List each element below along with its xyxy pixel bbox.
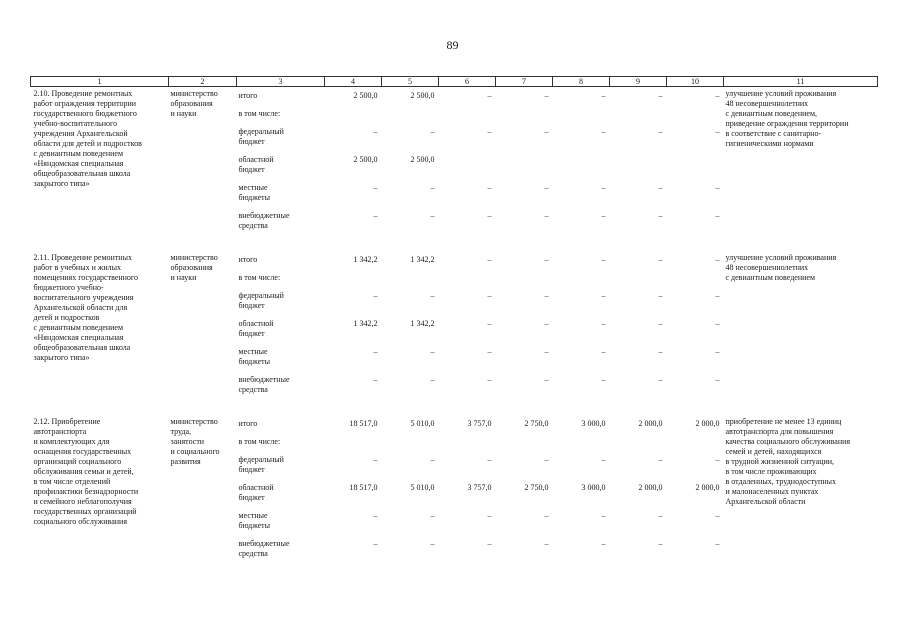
funding-value: – [658, 91, 663, 100]
funding-value: 1 342,2 [410, 319, 435, 328]
funding-value: 3 757,0 [467, 419, 492, 428]
funding-value: – [544, 291, 549, 300]
funding-value: – [430, 347, 435, 356]
funding-value: – [658, 455, 663, 464]
table-row [31, 251, 878, 269]
funding-value: – [601, 183, 606, 192]
funding-value: – [544, 347, 549, 356]
funding-value: – [715, 511, 720, 520]
funding-value: 18 517,0 [349, 419, 378, 428]
funding-value [439, 269, 496, 287]
funding-value: – [487, 255, 492, 264]
funding-source: в том числе: [238, 109, 281, 118]
funding-source: областной бюджет [238, 483, 274, 502]
funding-source: федеральный бюджет [238, 291, 284, 310]
funding-value: – [544, 255, 549, 264]
funding-source: местные бюджеты [238, 183, 271, 202]
funding-source: в том числе: [238, 273, 281, 282]
funding-value: – [601, 319, 606, 328]
funding-value [667, 269, 724, 287]
funding-source: итого [238, 419, 258, 428]
funding-value: – [544, 375, 549, 384]
funding-value: – [487, 291, 492, 300]
column-number: 10 [667, 77, 724, 87]
funding-value [610, 433, 667, 451]
executor: министерство труда, занятости и социального развития [170, 417, 220, 466]
funding-value: – [658, 183, 663, 192]
program-table-wrapper [30, 76, 877, 563]
funding-value: 3 000,0 [581, 483, 606, 492]
funding-value: 1 342,2 [353, 319, 378, 328]
funding-value: – [658, 291, 663, 300]
funding-source: внебюджетные средства [238, 375, 290, 394]
funding-value: – [715, 183, 720, 192]
funding-value: – [487, 347, 492, 356]
funding-value: – [601, 375, 606, 384]
funding-source: внебюджетные средства [238, 539, 290, 558]
event-name: 2.12. Приобретение автотранспорта и комплектующих для оснащения государственных организаций социального обслуживания семьи и детей, в том числе отделений профилактики безнадзорности и семейного неблагополучия государственных организаций социального обслуживания [33, 417, 139, 526]
column-number: 3 [237, 77, 325, 87]
funding-value: 1 342,2 [410, 255, 435, 264]
funding-source: внебюджетные средства [238, 211, 290, 230]
spacer-cell [31, 235, 878, 251]
funding-value: – [658, 255, 663, 264]
funding-value: 2 000,0 [695, 419, 720, 428]
funding-value: – [715, 127, 720, 136]
funding-value [439, 433, 496, 451]
funding-value: – [544, 455, 549, 464]
funding-value: – [487, 183, 492, 192]
funding-value: – [544, 319, 549, 328]
funding-value [553, 105, 610, 123]
funding-value: – [487, 539, 492, 548]
funding-value: – [487, 91, 492, 100]
funding-value [553, 151, 610, 179]
expected-result: улучшение условий проживания 48 несовершеннолетних с девиантным поведением, приведение ограждения территории в соответствие с санитарно- гигиеническими нормами [725, 89, 849, 148]
funding-value: – [715, 347, 720, 356]
column-number: 6 [439, 77, 496, 87]
funding-value: – [430, 455, 435, 464]
table-body [31, 87, 878, 564]
funding-value: – [601, 211, 606, 220]
funding-value: – [601, 91, 606, 100]
funding-value [325, 269, 382, 287]
funding-value: – [487, 511, 492, 520]
funding-value: – [487, 455, 492, 464]
funding-value: 2 000,0 [638, 483, 663, 492]
funding-value [439, 105, 496, 123]
funding-value: – [373, 347, 378, 356]
funding-value [325, 105, 382, 123]
funding-value [553, 433, 610, 451]
funding-source: итого [238, 255, 258, 264]
funding-value: – [601, 511, 606, 520]
funding-value: 2 750,0 [524, 419, 549, 428]
funding-value: 2 000,0 [638, 419, 663, 428]
funding-source: областной бюджет [238, 319, 274, 338]
event-name: 2.10. Проведение ремонтных работ ограждения территории государственного бюджетного учебно-воспитательного учреждения Архангельской области для детей и подростков с девиантным поведением «Няндомская специальная общеобразовательная школа закрытого типа» [33, 89, 142, 188]
funding-value: – [373, 127, 378, 136]
funding-value: – [430, 539, 435, 548]
funding-source: федеральный бюджет [238, 127, 284, 146]
funding-value: – [601, 455, 606, 464]
page-number: 89 [446, 38, 459, 52]
funding-value: – [373, 183, 378, 192]
funding-value [439, 151, 496, 179]
funding-value: 2 500,0 [353, 91, 378, 100]
executor: министерство образования и науки [170, 253, 218, 282]
funding-value [667, 433, 724, 451]
funding-value: – [544, 183, 549, 192]
executor: министерство образования и науки [170, 89, 218, 118]
funding-value: 3 000,0 [581, 419, 606, 428]
funding-value [496, 151, 553, 179]
funding-value: – [658, 347, 663, 356]
column-number: 7 [496, 77, 553, 87]
funding-value: – [487, 375, 492, 384]
funding-value: – [601, 291, 606, 300]
funding-value: 2 000,0 [695, 483, 720, 492]
funding-value: 2 750,0 [524, 483, 549, 492]
funding-value: – [715, 319, 720, 328]
funding-value: – [430, 211, 435, 220]
expected-result: приобретение не менее 13 единиц автотранспорта для повышения качества социального обслуживания семей и детей, находящихся в трудной жизненной ситуации, в том числе проживающих в отдаленных, труднодоступных и малонаселенных пунктах Архангельской области [725, 417, 851, 506]
funding-value: – [601, 255, 606, 264]
funding-source: федеральный бюджет [238, 455, 284, 474]
column-number: 9 [610, 77, 667, 87]
funding-value: 5 010,0 [410, 419, 435, 428]
funding-value: – [544, 511, 549, 520]
funding-value [610, 151, 667, 179]
column-number: 8 [553, 77, 610, 87]
funding-value: 2 500,0 [410, 155, 435, 164]
funding-value: 5 010,0 [410, 483, 435, 492]
column-number: 4 [325, 77, 382, 87]
funding-value: 2 500,0 [410, 91, 435, 100]
funding-value [667, 105, 724, 123]
funding-value: – [373, 511, 378, 520]
funding-value [610, 105, 667, 123]
row-spacer [31, 399, 878, 415]
funding-value: – [487, 211, 492, 220]
funding-value: – [715, 539, 720, 548]
funding-value: – [373, 291, 378, 300]
funding-value: – [715, 455, 720, 464]
funding-value: – [544, 211, 549, 220]
funding-value [667, 151, 724, 179]
funding-value: – [715, 211, 720, 220]
funding-value: – [430, 183, 435, 192]
funding-value: – [487, 319, 492, 328]
table-row [31, 87, 878, 106]
funding-value: – [487, 127, 492, 136]
funding-source: в том числе: [238, 437, 281, 446]
funding-value: 18 517,0 [349, 483, 378, 492]
funding-value: – [544, 539, 549, 548]
table-row [31, 415, 878, 433]
funding-value [382, 433, 439, 451]
funding-value [610, 269, 667, 287]
funding-value: – [601, 347, 606, 356]
funding-value: – [658, 211, 663, 220]
column-number: 5 [382, 77, 439, 87]
funding-value: – [544, 127, 549, 136]
funding-value: – [373, 375, 378, 384]
row-spacer [31, 235, 878, 251]
funding-source: областной бюджет [238, 155, 274, 174]
funding-value: – [430, 511, 435, 520]
funding-value: – [658, 539, 663, 548]
funding-value: – [373, 455, 378, 464]
funding-value [553, 269, 610, 287]
funding-value [496, 269, 553, 287]
program-table [30, 76, 878, 563]
funding-value [496, 105, 553, 123]
funding-value: 3 757,0 [467, 483, 492, 492]
funding-value: – [715, 291, 720, 300]
expected-result: улучшение условий проживания 48 несовершеннолетних с девиантным поведением [725, 253, 837, 282]
funding-value: – [715, 255, 720, 264]
funding-value: – [430, 375, 435, 384]
spacer-cell [31, 399, 878, 415]
funding-value: – [658, 375, 663, 384]
column-number: 11 [724, 77, 878, 87]
funding-value: – [715, 91, 720, 100]
funding-source: местные бюджеты [238, 347, 271, 366]
funding-value [496, 433, 553, 451]
funding-value: – [544, 91, 549, 100]
funding-value: – [601, 539, 606, 548]
funding-value [382, 105, 439, 123]
column-number: 2 [169, 77, 237, 87]
column-number-row [31, 77, 878, 87]
funding-value: – [658, 511, 663, 520]
funding-source: местные бюджеты [238, 511, 271, 530]
funding-value: – [373, 539, 378, 548]
funding-value: 1 342,2 [353, 255, 378, 264]
funding-value: 2 500,0 [353, 155, 378, 164]
funding-value: – [658, 127, 663, 136]
funding-value [382, 269, 439, 287]
funding-source: итого [238, 91, 258, 100]
funding-value: – [430, 291, 435, 300]
funding-value: – [715, 375, 720, 384]
funding-value: – [430, 127, 435, 136]
funding-value [325, 433, 382, 451]
column-number: 1 [31, 77, 169, 87]
event-name: 2.11. Проведение ремонтных работ в учебных и жилых помещениях государственного бюджетного учебно- воспитательного учреждения Архангельской области для детей и подростков с девиантным поведением «Няндомская специальная общеобразовательная школа закрытого типа» [33, 253, 139, 362]
funding-value: – [658, 319, 663, 328]
funding-value: – [373, 211, 378, 220]
funding-value: – [601, 127, 606, 136]
